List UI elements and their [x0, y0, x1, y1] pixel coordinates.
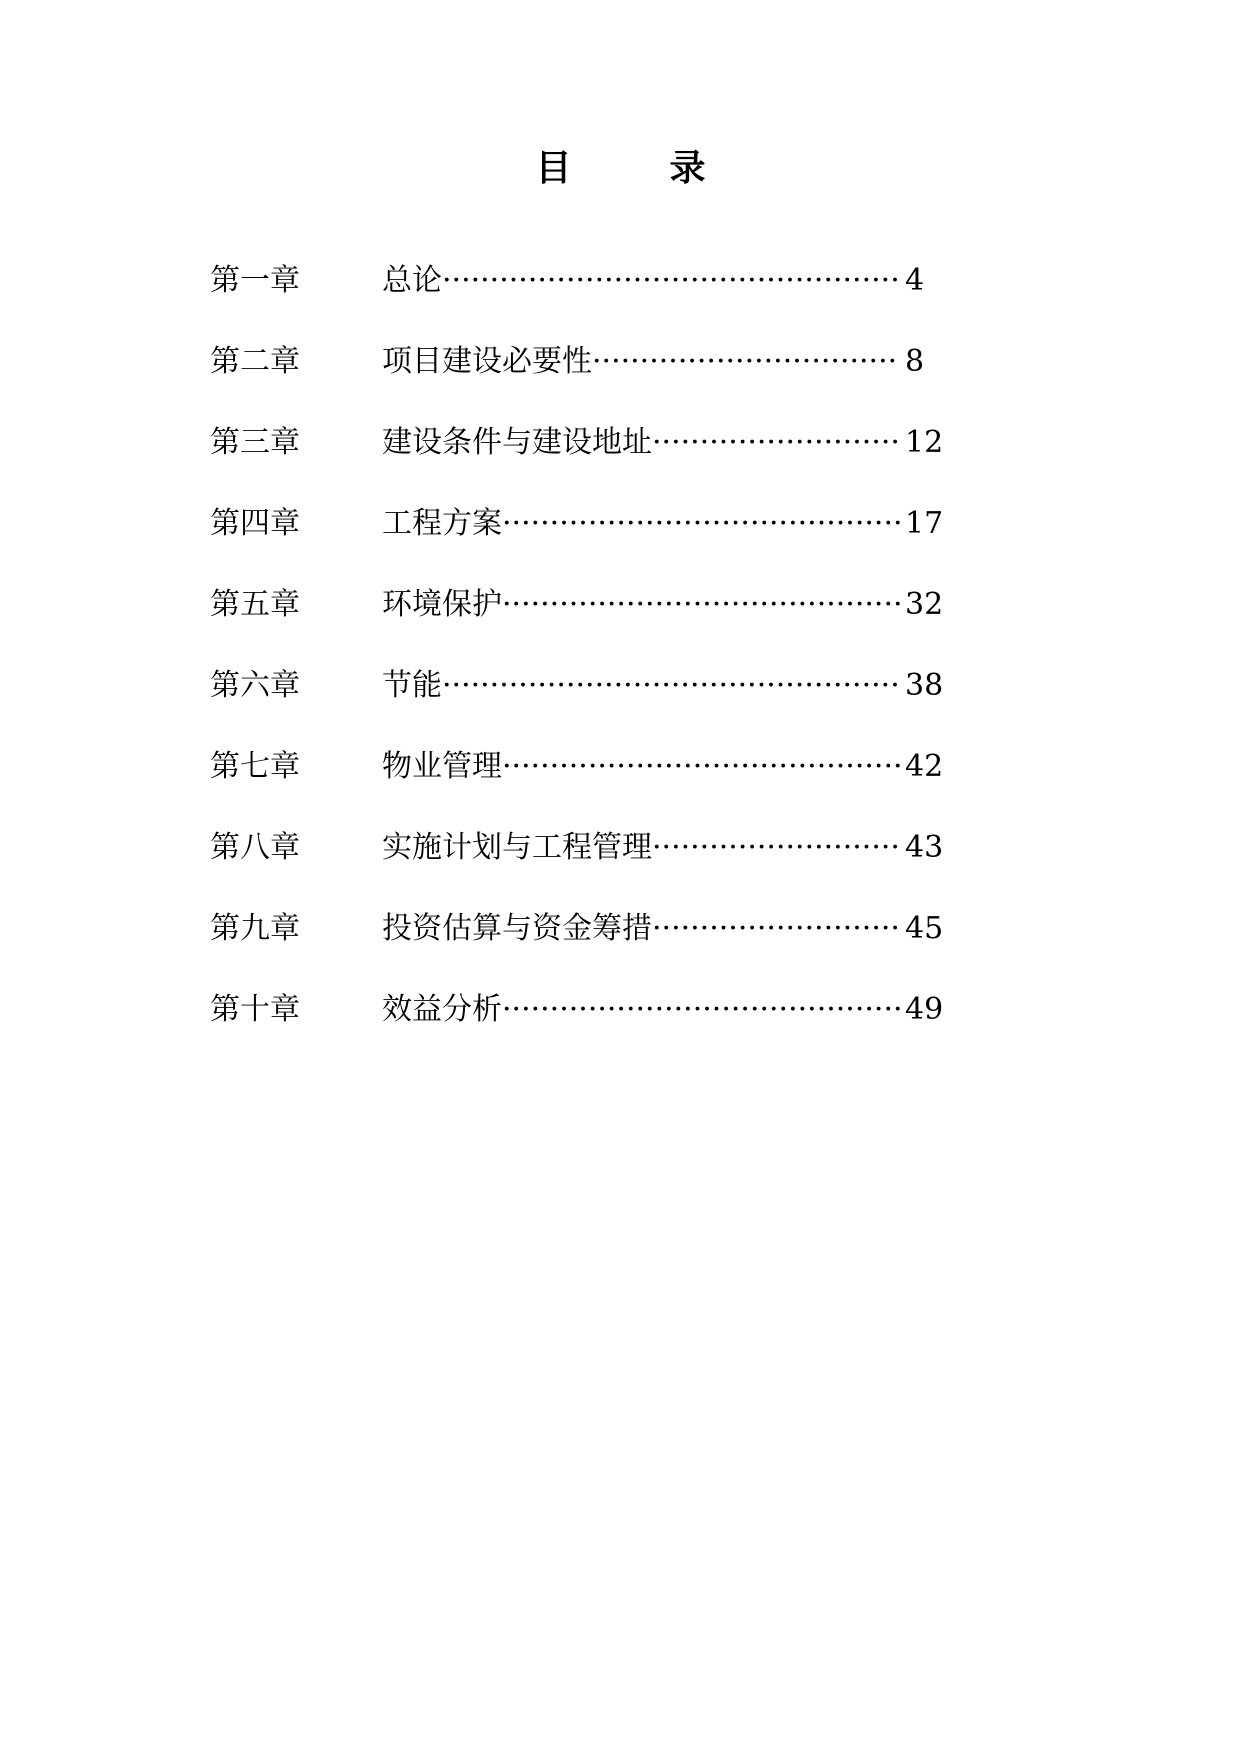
page-number: 49: [905, 991, 944, 1027]
dot-leader: ··········································: [502, 505, 903, 541]
chapter-title: 总论: [382, 262, 442, 298]
toc-entry-10[interactable]: [210, 969, 970, 1050]
toc-entry-text: [382, 423, 943, 463]
page-number: 12: [905, 424, 944, 460]
chapter-title: 节能: [382, 667, 442, 703]
chapter-title: 工程方案: [382, 505, 502, 541]
dot-leader: ··························: [652, 424, 900, 460]
chapter-title: 效益分析: [382, 991, 502, 1027]
toc-entry-1[interactable]: [210, 240, 970, 321]
dot-leader: ································: [592, 343, 898, 379]
toc-entry-text: [382, 990, 943, 1030]
page-number: 38: [905, 667, 944, 703]
toc-entry-text: [382, 504, 943, 544]
chapter-number: 第八章: [210, 829, 300, 865]
dot-leader: ················································: [442, 262, 900, 298]
toc-title-char-2: 录: [669, 147, 706, 189]
chapter-title: 实施计划与工程管理: [382, 829, 652, 865]
chapter-number: 第五章: [210, 586, 300, 622]
toc-entry-text: [382, 909, 943, 949]
dot-leader: ··········································: [502, 586, 903, 622]
toc-entry-8[interactable]: [210, 807, 970, 888]
page-number: 42: [905, 748, 944, 784]
chapter-number: 第二章: [210, 343, 300, 379]
page-number: 8: [905, 343, 925, 379]
toc-title: [0, 146, 1241, 190]
toc-entry-text: [382, 585, 943, 625]
dot-leader: ··········································: [502, 748, 903, 784]
chapter-number: 第一章: [210, 262, 300, 298]
dot-leader: ··························: [652, 829, 900, 865]
toc-entry-text: [382, 342, 924, 382]
chapter-number: 第七章: [210, 748, 300, 784]
toc-entry-text: [382, 261, 924, 301]
chapter-number: 第九章: [210, 910, 300, 946]
dot-leader: ··········································: [502, 991, 903, 1027]
chapter-title: 项目建设必要性: [382, 343, 592, 379]
page-number: 17: [905, 505, 944, 541]
page-number: 32: [905, 586, 944, 622]
dot-leader: ················································: [442, 667, 900, 703]
toc-entry-5[interactable]: [210, 564, 970, 645]
toc-entry-6[interactable]: [210, 645, 970, 726]
chapter-number: 第四章: [210, 505, 300, 541]
page-number: 43: [905, 829, 944, 865]
toc-list: [210, 240, 970, 1050]
chapter-title: 投资估算与资金筹措: [382, 910, 652, 946]
toc-title-char-1: 目: [535, 147, 572, 189]
toc-entry-4[interactable]: [210, 483, 970, 564]
toc-entry-9[interactable]: [210, 888, 970, 969]
toc-entry-text: [382, 747, 943, 787]
chapter-number: 第三章: [210, 424, 300, 460]
chapter-number: 第六章: [210, 667, 300, 703]
toc-entry-7[interactable]: [210, 726, 970, 807]
toc-entry-3[interactable]: [210, 402, 970, 483]
dot-leader: ··························: [652, 910, 900, 946]
toc-entry-2[interactable]: [210, 321, 970, 402]
chapter-title: 物业管理: [382, 748, 502, 784]
chapter-title: 环境保护: [382, 586, 502, 622]
chapter-number: 第十章: [210, 991, 300, 1027]
toc-entry-text: [382, 828, 943, 868]
page-number: 4: [905, 262, 925, 298]
toc-entry-text: [382, 666, 943, 706]
page-number: 45: [905, 910, 944, 946]
chapter-title: 建设条件与建设地址: [382, 424, 652, 460]
